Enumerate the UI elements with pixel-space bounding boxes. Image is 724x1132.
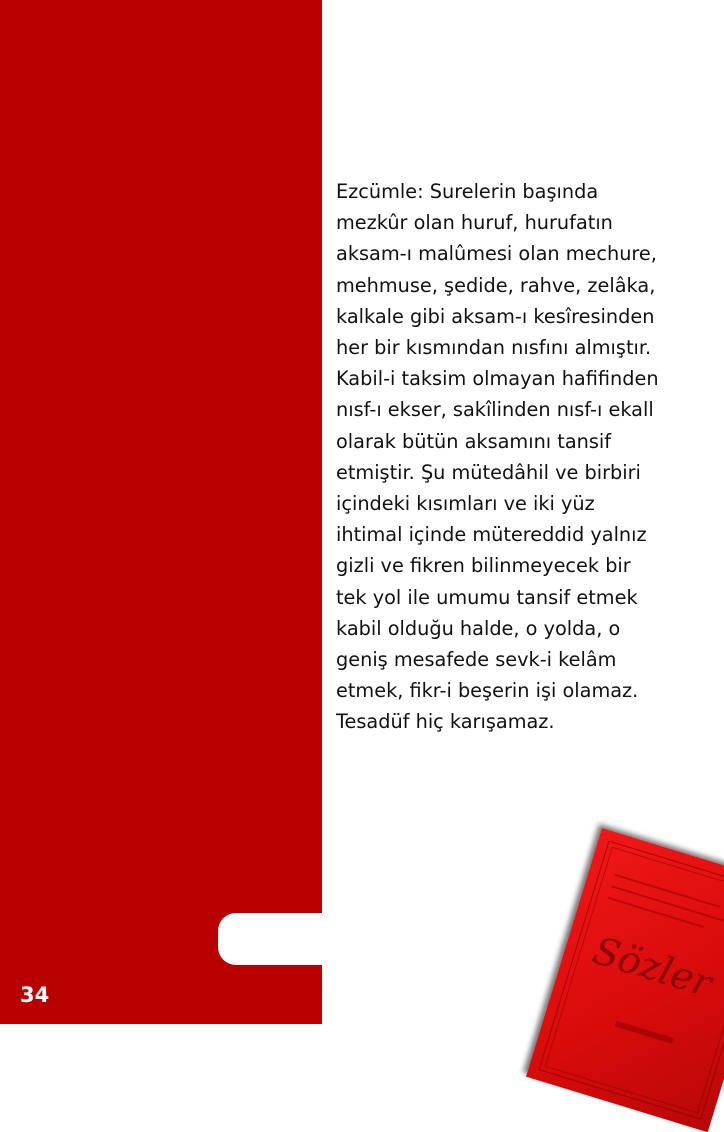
body-paragraph: Ezcümle: Surelerin başında mezkûr olan huruf, hurufatın aksam-ı malûmesi olan mechure, mehmuse, şedide, rahve, zelâka, kalkale gibi aksam-ı kesîresinden her bir kısmından nısfını almıştır. Kabil-i taksim olmayan hafifinden nısf-ı ekser, sakîlinden nısf-ı ekall olarak bütün aksamını tansif etmiştir. Şu mütedâhil ve birbiri içindeki kısımları ve iki yüz ihtimal içinde mütereddid yalnız gizli ve fikren bilinmeyecek bir tek yol ile umumu tansif etmek kabil olduğu halde, o yolda, o geniş mesafede sevk-i kelâm etmek, fikr-i beşerin işi olamaz. Tesadüf hiç karışamaz. — [336, 180, 659, 734]
red-side-band — [0, 0, 322, 1024]
page-number: 34 — [20, 983, 50, 1007]
book-cover-image — [526, 828, 724, 1132]
page-tab — [218, 913, 328, 965]
book-title: Sözler — [587, 927, 718, 1006]
